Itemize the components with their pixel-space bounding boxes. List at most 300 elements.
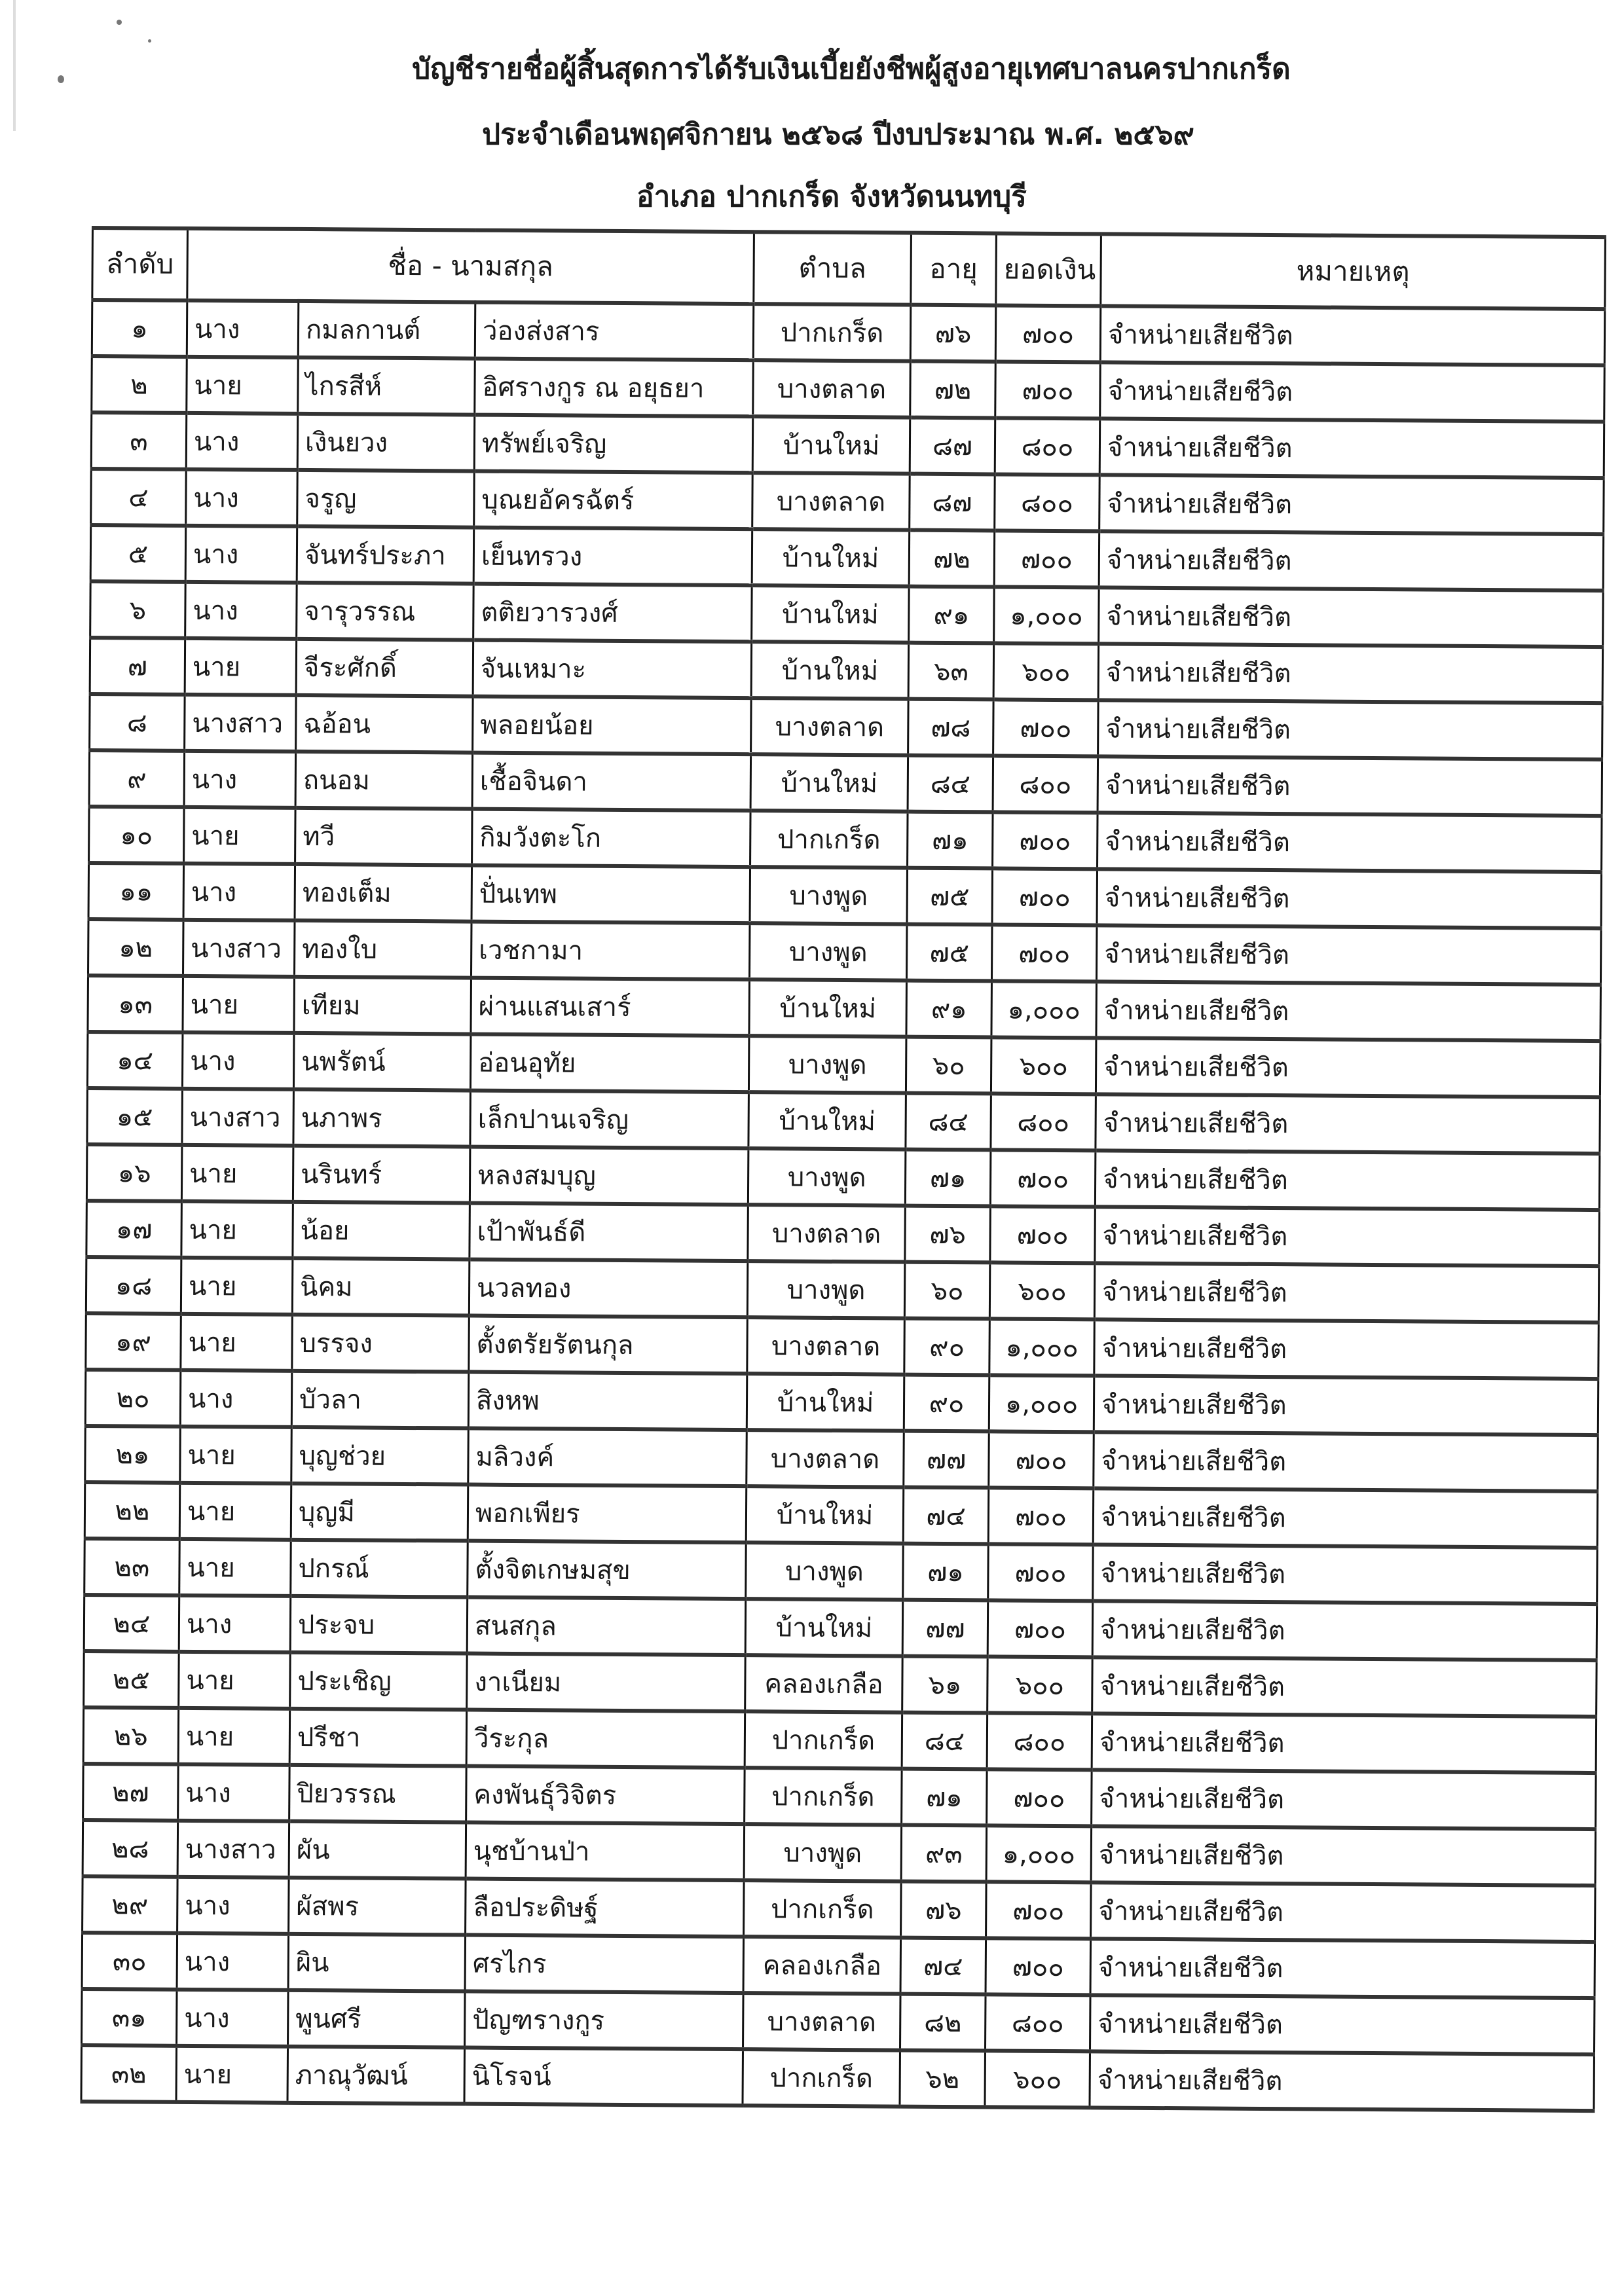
cell-tambon: บางพูด (748, 1036, 906, 1093)
cell-no: ๒๑ (85, 1426, 181, 1483)
table-row (83, 1876, 1596, 1942)
cell-age: ๗๕ (907, 868, 993, 925)
cell-age: ๘๒ (900, 1994, 986, 2051)
cell-no: ๓๐ (82, 1933, 177, 1990)
table-row (89, 807, 1602, 872)
cell-title: นาย (176, 2046, 288, 2103)
cell-age: ๘๔ (906, 1093, 991, 1150)
table-row (83, 1764, 1596, 1829)
cell-note: จำหน่ายเสียชีวิต (1092, 1601, 1597, 1660)
cell-amount: ๘๐๐ (995, 474, 1100, 531)
cell-first-name: นภาพร (293, 1089, 471, 1147)
cell-title: นาง (177, 1933, 289, 1990)
cell-note: จำหน่ายเสียชีวิต (1094, 1263, 1599, 1322)
cell-age: ๘๔ (902, 1713, 987, 1770)
table-row (84, 1482, 1598, 1548)
cell-last-name: งาเนียม (467, 1654, 746, 1712)
cell-title: นางสาว (182, 1089, 294, 1146)
scan-speck (148, 39, 151, 43)
cell-title: นางสาว (183, 920, 295, 977)
cell-note: จำหน่ายเสียชีวิต (1100, 362, 1605, 422)
cell-age: ๗๒ (909, 530, 995, 587)
cell-last-name: สิงหพ (468, 1372, 747, 1430)
cell-first-name: จันทร์ประภา (297, 526, 474, 584)
cell-last-name: เชื้อจินดา (472, 753, 751, 811)
cell-first-name: ปรีชา (289, 1709, 467, 1766)
cell-amount: ๖๐๐ (993, 643, 1099, 700)
table-row (92, 356, 1605, 422)
cell-title: นาง (186, 469, 298, 526)
cell-age: ๗๑ (905, 1150, 991, 1207)
cell-no: ๕ (90, 525, 186, 582)
cell-age: ๗๖ (901, 1882, 987, 1939)
cell-tambon: ปากเกร็ด (745, 1711, 902, 1768)
cell-age: ๗๖ (910, 305, 996, 362)
cell-no: ๖ (90, 581, 186, 638)
cell-tambon: บางพูด (744, 1824, 902, 1881)
cell-title: นาย (187, 357, 299, 414)
cell-last-name: นิโรจน์ (464, 2048, 743, 2106)
cell-first-name: กมลกานต์ (298, 301, 475, 359)
cell-note: จำหน่ายเสียชีวิต (1092, 1770, 1596, 1829)
cell-title: นางสาว (177, 1821, 289, 1878)
cell-note: จำหน่ายเสียชีวิต (1091, 1882, 1596, 1942)
cell-age: ๗๗ (904, 1431, 989, 1488)
table-row (83, 1707, 1596, 1773)
cell-age: ๗๖ (905, 1206, 991, 1263)
cell-age: ๗๒ (910, 361, 996, 418)
header-note: หมายเหตุ (1101, 234, 1606, 309)
cell-note: จำหน่ายเสียชีวิต (1099, 531, 1604, 591)
cell-age: ๖๓ (908, 643, 994, 700)
recipient-table (80, 226, 1606, 2113)
cell-tambon: คลองเกลือ (745, 1655, 903, 1712)
table-row (86, 1201, 1600, 1266)
cell-first-name: นรินทร์ (293, 1146, 470, 1203)
cell-first-name: บุญมี (291, 1484, 468, 1541)
cell-no: ๗ (90, 638, 185, 695)
cell-note: จำหน่ายเสียชีวิต (1090, 1995, 1595, 2054)
cell-age: ๙๐ (904, 1319, 990, 1376)
cell-first-name: จีระศักดิ์ (296, 639, 473, 697)
cell-first-name: บัวลา (291, 1371, 469, 1429)
table-row (85, 1370, 1598, 1435)
cell-note: จำหน่ายเสียชีวิต (1094, 1432, 1598, 1491)
cell-last-name: ผ่านแสนเสาร์ (471, 978, 750, 1036)
cell-no: ๑๐ (89, 807, 185, 864)
cell-last-name: จันเหมาะ (473, 640, 752, 699)
table-row (91, 469, 1604, 534)
table-header-row (92, 228, 1606, 309)
cell-amount: ๗๐๐ (988, 1487, 1094, 1544)
cell-title: นาง (182, 1032, 294, 1089)
cell-tambon: บางพูด (750, 867, 908, 924)
cell-amount: ๘๐๐ (986, 1994, 1091, 2051)
cell-note: จำหน่ายเสียชีวิต (1094, 1319, 1599, 1379)
table-row (84, 1539, 1598, 1604)
cell-first-name: เทียม (294, 977, 471, 1034)
cell-first-name: ถนอม (295, 752, 473, 809)
header-amount: ยอดเงิน (996, 233, 1101, 306)
cell-tambon: บางตลาด (747, 1430, 904, 1487)
cell-age: ๖๐ (906, 1037, 991, 1094)
cell-amount: ๗๐๐ (992, 868, 1098, 925)
cell-amount: ๗๐๐ (995, 361, 1101, 418)
cell-last-name: ตั้งจิตเกษมสุข (468, 1541, 747, 1599)
cell-amount: ๑,๐๐๐ (986, 1825, 1092, 1882)
cell-last-name: ทรัพย์เจริญ (474, 415, 753, 473)
cell-title: นางสาว (185, 695, 297, 752)
cell-age: ๙๐ (904, 1375, 989, 1432)
cell-age: ๘๗ (910, 418, 995, 475)
cell-amount: ๗๐๐ (987, 1769, 1092, 1826)
cell-tambon: บางตลาด (743, 1993, 901, 2050)
table-row (88, 863, 1602, 928)
table-row (83, 1820, 1596, 1886)
cell-no: ๒๕ (84, 1651, 179, 1708)
cell-no: ๙ (89, 750, 185, 807)
cell-note: จำหน่ายเสียชีวิต (1092, 1713, 1596, 1773)
table-row (92, 300, 1605, 365)
document-subtitle-period: ประจำเดือนพฤศจิกายน ๒๕๖๘ ปีงบประมาณ พ.ศ. ๒๕๖๙ (482, 118, 1194, 151)
cell-note: จำหน่ายเสียชีวิต (1094, 1376, 1598, 1435)
cell-title: นาย (179, 1483, 291, 1540)
cell-last-name: วีระกุล (466, 1710, 745, 1768)
cell-title: นาง (177, 1990, 289, 2047)
header-no: ลำดับ (92, 228, 188, 301)
cell-last-name: ปัญฑรางกูร (465, 1992, 744, 2050)
cell-last-name: เล็กปานเจริญ (470, 1091, 749, 1149)
table-row (90, 525, 1604, 591)
cell-first-name: นพรัตน์ (293, 1033, 471, 1091)
cell-tambon: บ้านใหม่ (748, 1092, 906, 1149)
cell-last-name: ลือประดิษฐ์ (466, 1879, 745, 1937)
cell-title: นาย (181, 1201, 293, 1258)
cell-no: ๘ (90, 694, 185, 751)
cell-no: ๔ (91, 469, 187, 526)
cell-age: ๙๑ (909, 587, 995, 644)
table-row (86, 1257, 1599, 1322)
cell-no: ๓๑ (82, 1989, 177, 2046)
cell-title: นาย (181, 1314, 293, 1371)
cell-tambon: บ้านใหม่ (745, 1599, 903, 1656)
table-row (88, 975, 1601, 1041)
cell-last-name: สนสกุล (467, 1597, 746, 1656)
cell-tambon: บางตลาด (753, 360, 911, 417)
cell-title: นาง (185, 526, 297, 583)
cell-title: นาย (185, 638, 297, 695)
cell-no: ๑๑ (88, 863, 184, 920)
cell-amount: ๖๐๐ (987, 1656, 1093, 1713)
cell-first-name: พูนศรี (288, 1990, 466, 2048)
cell-no: ๑๓ (88, 975, 183, 1032)
cell-amount: ๗๐๐ (990, 1150, 1096, 1207)
table-row (85, 1426, 1598, 1491)
cell-title: นาง (179, 1595, 291, 1652)
cell-note: จำหน่ายเสียชีวิต (1095, 1207, 1600, 1266)
cell-last-name: ปั่นเทพ (471, 866, 750, 924)
cell-title: นาง (185, 582, 297, 639)
cell-age: ๙๓ (901, 1825, 987, 1882)
cell-tambon: ปากเกร็ด (743, 2049, 900, 2106)
cell-no: ๒๘ (83, 1820, 178, 1877)
cell-first-name: ผิน (288, 1934, 466, 1992)
table-row (82, 1933, 1595, 1998)
cell-age: ๗๑ (902, 1769, 987, 1826)
cell-tambon: บ้านใหม่ (752, 416, 910, 473)
cell-first-name: จารุวรรณ (297, 583, 474, 640)
cell-tambon: บางพูด (750, 923, 908, 980)
cell-amount: ๗๐๐ (990, 1206, 1096, 1263)
cell-no: ๑๒ (88, 919, 184, 976)
cell-last-name: เย็นทรวง (473, 528, 752, 586)
cell-first-name: ปิยวรรณ (289, 1765, 467, 1823)
cell-first-name: นิคม (292, 1258, 470, 1316)
cell-amount: ๖๐๐ (991, 1037, 1096, 1094)
document-subtitle-location: อำเภอ ปากเกร็ด จังหวัดนนทบุรี (637, 180, 1027, 213)
header-name: ชื่อ - นามสกุล (187, 228, 754, 304)
cell-no: ๒๖ (83, 1707, 179, 1764)
cell-age: ๖๑ (902, 1656, 988, 1713)
cell-title: นาย (183, 976, 295, 1033)
cell-tambon: บ้านใหม่ (749, 979, 907, 1036)
cell-first-name: ผัน (289, 1821, 466, 1879)
table-row (88, 919, 1602, 985)
cell-amount: ๖๐๐ (985, 2050, 1090, 2107)
cell-note: จำหน่ายเสียชีวิต (1099, 475, 1604, 534)
cell-note: จำหน่ายเสียชีวิต (1098, 644, 1603, 703)
cell-tambon: บางตลาด (747, 1317, 905, 1374)
cell-title: นาง (187, 301, 299, 357)
cell-amount: ๗๐๐ (992, 924, 1098, 981)
cell-tambon: บางพูด (748, 1148, 906, 1205)
cell-tambon: คลองเกลือ (743, 1937, 901, 1994)
scan-speck (117, 20, 122, 25)
cell-tambon: บางพูด (747, 1261, 905, 1318)
table-row (81, 2045, 1595, 2111)
cell-tambon: ปากเกร็ด (753, 304, 911, 361)
cell-note: จำหน่ายเสียชีวิต (1097, 869, 1602, 928)
cell-amount: ๗๐๐ (989, 1431, 1094, 1488)
cell-note: จำหน่ายเสียชีวิต (1093, 1488, 1598, 1548)
cell-amount: ๘๐๐ (993, 756, 1098, 812)
cell-tambon: บ้านใหม่ (751, 642, 909, 699)
cell-no: ๒๔ (84, 1595, 179, 1652)
cell-age: ๗๗ (902, 1600, 988, 1657)
cell-last-name: อิศรางกูร ณ อยุธยา (475, 359, 754, 417)
cell-title: นาง (186, 413, 298, 470)
cell-note: จำหน่ายเสียชีวิต (1090, 2051, 1595, 2111)
cell-tambon: บางตลาด (752, 473, 910, 530)
cell-tambon: บ้านใหม่ (750, 754, 908, 811)
cell-no: ๑๕ (87, 1088, 183, 1145)
cell-age: ๗๕ (907, 924, 993, 981)
cell-age: ๗๘ (908, 699, 994, 756)
cell-title: นาย (181, 1258, 293, 1315)
cell-first-name: ทวี (295, 808, 473, 866)
cell-tambon: บ้านใหม่ (747, 1374, 904, 1430)
cell-last-name: กิมวังตะโก (472, 809, 751, 867)
cell-tambon: บางพูด (746, 1542, 904, 1599)
cell-note: จำหน่ายเสียชีวิต (1090, 1939, 1595, 1998)
cell-note: จำหน่ายเสียชีวิต (1096, 1094, 1600, 1154)
table-row (89, 750, 1602, 816)
cell-no: ๑ (92, 300, 187, 357)
cell-title: นาย (179, 1539, 291, 1596)
cell-note: จำหน่ายเสียชีวิต (1099, 587, 1604, 647)
cell-last-name: มลิวงค์ (468, 1429, 747, 1487)
cell-note: จำหน่ายเสียชีวิต (1098, 812, 1602, 872)
cell-note: จำหน่ายเสียชีวิต (1096, 981, 1601, 1041)
cell-note: จำหน่ายเสียชีวิต (1100, 306, 1605, 365)
cell-age: ๘๗ (910, 474, 995, 531)
cell-no: ๑๖ (86, 1144, 182, 1201)
table-row (82, 1989, 1595, 2054)
cell-no: ๒๗ (83, 1764, 179, 1821)
cell-last-name: คงพันธุ์วิจิตร (466, 1766, 745, 1825)
cell-first-name: จรูญ (297, 470, 475, 528)
cell-last-name: บุณยอัครฉัตร์ (474, 471, 753, 530)
cell-amount: ๑,๐๐๐ (989, 1319, 1095, 1376)
header-age: อายุ (911, 233, 997, 306)
cell-no: ๒๓ (84, 1539, 180, 1595)
cell-title: นาง (178, 1764, 290, 1821)
cell-amount: ๘๐๐ (991, 1093, 1096, 1150)
cell-no: ๑๗ (86, 1201, 182, 1258)
cell-last-name: เป้าพันธ์ดี (470, 1203, 748, 1262)
cell-age: ๖๒ (900, 2050, 986, 2107)
cell-first-name: บุญช่วย (291, 1427, 469, 1485)
cell-no: ๒๙ (83, 1876, 178, 1933)
cell-title: นาง (180, 1370, 292, 1427)
cell-amount: ๘๐๐ (995, 418, 1100, 475)
cell-first-name: ทองเต็ม (295, 864, 472, 922)
table-row (90, 694, 1603, 759)
cell-no: ๓๒ (81, 2045, 177, 2102)
cell-first-name: ภาณุวัฒน์ (287, 2047, 465, 2104)
cell-amount: ๗๐๐ (993, 699, 1099, 756)
table-row (86, 1313, 1599, 1379)
cell-no: ๑๙ (86, 1313, 181, 1370)
cell-age: ๗๔ (900, 1938, 986, 1995)
cell-title: นาย (184, 807, 296, 864)
cell-amount: ๑,๐๐๐ (991, 981, 1097, 1038)
cell-tambon: บ้านใหม่ (752, 529, 910, 586)
cell-amount: ๗๐๐ (986, 1882, 1092, 1939)
table-row (84, 1595, 1597, 1660)
cell-note: จำหน่ายเสียชีวิต (1091, 1826, 1596, 1886)
cell-age: ๗๑ (908, 812, 993, 869)
cell-first-name: ปกรณ์ (291, 1540, 468, 1597)
cell-age: ๗๑ (903, 1544, 989, 1601)
cell-first-name: ฉอ้อน (296, 695, 473, 753)
cell-last-name: พอกเพียร (468, 1485, 747, 1543)
cell-last-name: ตั้งตรัยรัตนกุล (469, 1316, 748, 1374)
cell-last-name: ว่องส่งสาร (475, 302, 754, 361)
cell-tambon: ปากเกร็ด (744, 1880, 902, 1937)
cell-last-name: ตติยวารวงศ์ (473, 584, 752, 642)
cell-no: ๒๐ (85, 1370, 181, 1427)
table-row (87, 1032, 1600, 1097)
cell-first-name: บรรจง (292, 1315, 470, 1372)
cell-no: ๓ (91, 412, 187, 469)
header-tambon: ตำบล (754, 232, 912, 304)
cell-title: นาย (179, 1652, 291, 1709)
cell-first-name: เงินยวง (297, 414, 475, 471)
cell-note: จำหน่ายเสียชีวิต (1095, 1150, 1600, 1210)
cell-tambon: บางตลาด (751, 698, 909, 755)
cell-last-name: พลอยน้อย (473, 697, 752, 755)
cell-age: ๗๔ (903, 1487, 989, 1544)
cell-note: จำหน่ายเสียชีวิต (1097, 925, 1602, 985)
cell-amount: ๗๐๐ (988, 1544, 1094, 1601)
cell-no: ๒๒ (84, 1482, 180, 1539)
cell-amount: ๗๐๐ (986, 1938, 1091, 1995)
cell-title: นาง (183, 864, 295, 920)
cell-note: จำหน่ายเสียชีวิต (1096, 1038, 1600, 1097)
cell-first-name: ไกรสีห์ (298, 357, 475, 415)
cell-amount: ๗๐๐ (994, 530, 1099, 587)
table-row (90, 581, 1604, 647)
cell-amount: ๖๐๐ (989, 1262, 1095, 1319)
cell-no: ๑๘ (86, 1257, 181, 1314)
cell-amount: ๗๐๐ (995, 305, 1101, 362)
cell-title: นาย (180, 1427, 292, 1484)
cell-no: ๒ (92, 356, 187, 413)
table-row (87, 1088, 1600, 1154)
cell-age: ๖๐ (904, 1262, 990, 1319)
cell-last-name: อ่อนอุทัย (470, 1034, 749, 1093)
cell-amount: ๑,๐๐๐ (994, 587, 1099, 644)
cell-last-name: หลงสมบุญ (470, 1147, 748, 1205)
cell-tambon: ปากเกร็ด (745, 1768, 902, 1825)
cell-no: ๑๔ (87, 1032, 183, 1089)
cell-first-name: ประจบ (290, 1596, 468, 1654)
cell-first-name: ประเชิญ (290, 1652, 468, 1710)
table-row (86, 1144, 1600, 1210)
cell-last-name: นุชบ้านป่า (466, 1823, 745, 1881)
cell-title: นาง (184, 751, 296, 808)
cell-title: นาย (178, 1708, 290, 1765)
document-title: บัญชีรายชื่อผู้สิ้นสุดการได้รับเงินเบี้ยยังชีพผู้สูงอายุเทศบาลนครปากเกร็ด (412, 52, 1291, 86)
cell-last-name: เวชกามา (471, 922, 750, 980)
table-body (81, 300, 1605, 2111)
table-row (90, 638, 1603, 703)
cell-title: นาง (177, 1877, 289, 1934)
cell-note: จำหน่ายเสียชีวิต (1093, 1544, 1598, 1604)
cell-last-name: ศรไกร (465, 1935, 744, 1994)
cell-tambon: บ้านใหม่ (746, 1486, 904, 1543)
cell-tambon: บ้านใหม่ (752, 585, 910, 642)
cell-amount: ๗๐๐ (993, 812, 1098, 869)
cell-age: ๘๔ (908, 756, 993, 812)
cell-amount: ๘๐๐ (987, 1713, 1092, 1770)
cell-tambon: ปากเกร็ด (750, 811, 908, 867)
cell-tambon: บางตลาด (748, 1205, 906, 1262)
cell-first-name: ผัสพร (289, 1878, 466, 1935)
cell-amount: ๑,๐๐๐ (989, 1375, 1094, 1432)
cell-note: จำหน่ายเสียชีวิต (1099, 418, 1604, 478)
table-row (84, 1651, 1597, 1717)
cell-last-name: นวลทอง (469, 1260, 748, 1318)
cell-note: จำหน่ายเสียชีวิต (1092, 1657, 1597, 1717)
cell-first-name: ทองใบ (294, 920, 471, 978)
cell-note: จำหน่ายเสียชีวิต (1098, 700, 1603, 759)
table-row (91, 412, 1604, 478)
cell-age: ๙๑ (906, 981, 992, 1038)
cell-title: นาย (181, 1145, 293, 1202)
cell-amount: ๗๐๐ (987, 1600, 1093, 1657)
